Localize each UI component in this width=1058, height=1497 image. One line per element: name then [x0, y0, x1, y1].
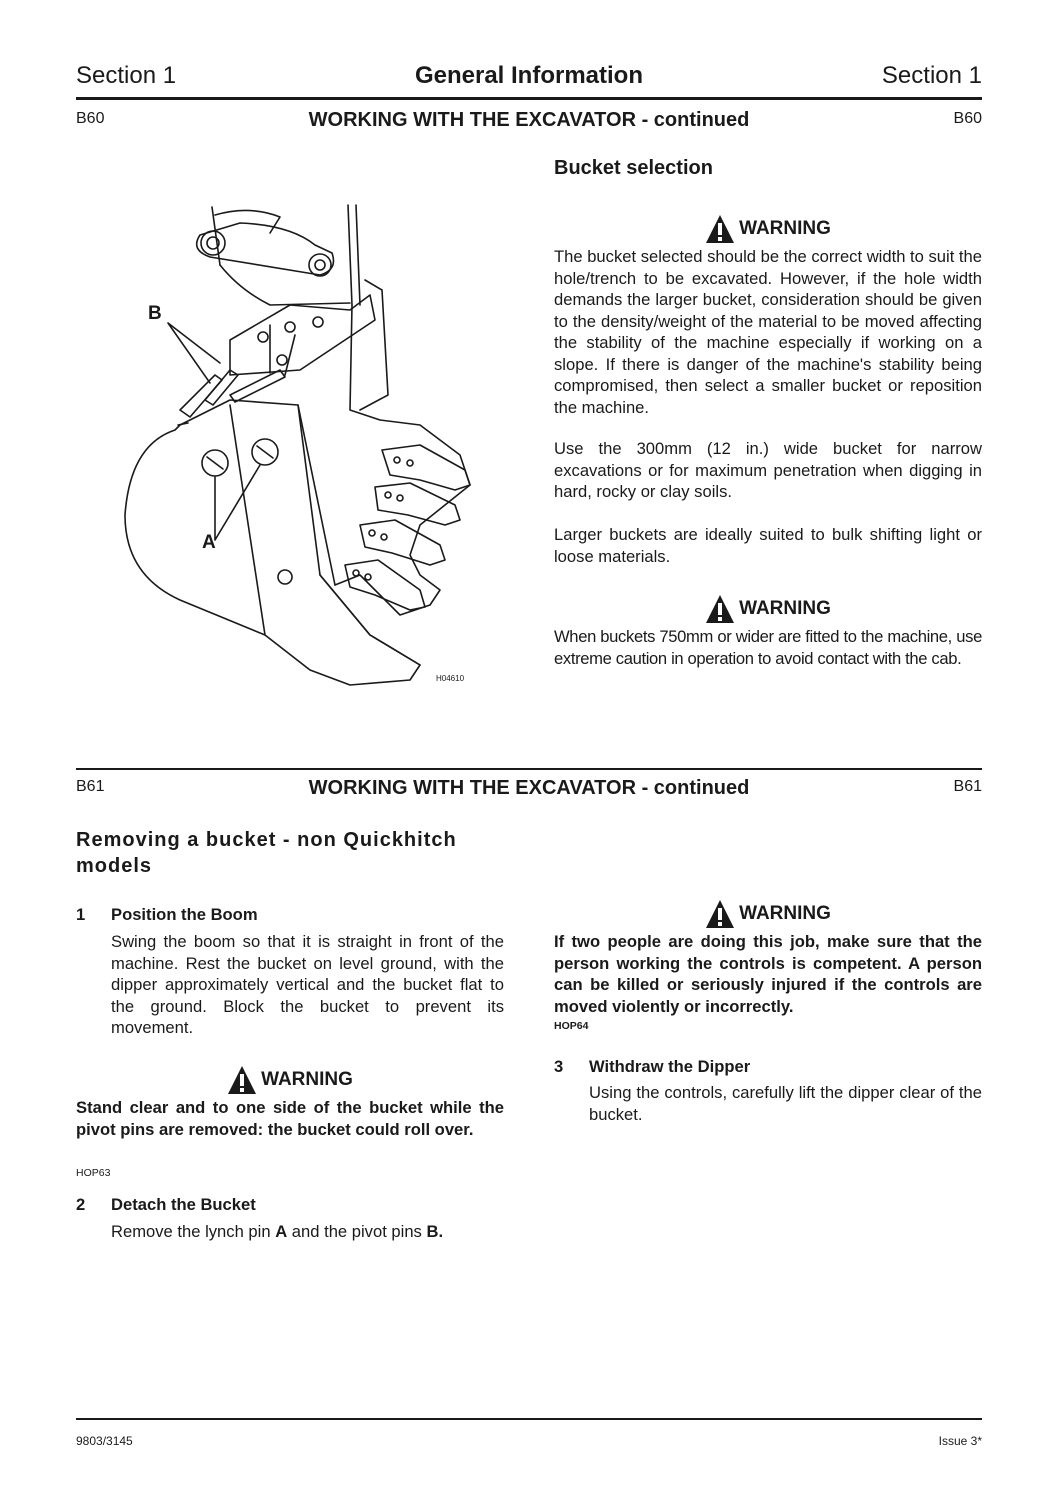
warning-icon — [705, 594, 735, 624]
warning-label: WARNING — [739, 903, 831, 924]
step-number: 1 — [76, 905, 86, 924]
step-title: Position the Boom — [111, 905, 258, 924]
step-text-part: and the pivot pins — [287, 1222, 427, 1241]
figure-label-a: A — [202, 532, 216, 553]
step-number: 3 — [554, 1057, 564, 1076]
step-text-part: Remove the lynch pin — [111, 1222, 276, 1241]
warning-banner — [76, 1065, 504, 1095]
warning-banner — [554, 594, 982, 624]
warning-banner — [554, 899, 982, 929]
section-rule — [76, 768, 982, 770]
warning-icon — [227, 1065, 257, 1095]
narrow-bucket-paragraph: Use the 300mm (12 in.) wide bucket for narrow excavations or for maximum penetration when digging in hard, rocky or clay soils. — [554, 439, 982, 501]
header-section-left: Section 1 — [76, 62, 177, 89]
warning-label: WARNING — [261, 1069, 353, 1090]
step-text: Swing the boom so that it is straight in front of the machine. Rest the bucket on level ground, with the dipper approximately vertical and the bucket flat to the ground. Block the bucket to prevent its movement. — [111, 932, 504, 1037]
removing-bucket-heading: Removing a bucket - non Quickhitch models — [76, 829, 457, 877]
pin-label-a: A — [275, 1222, 288, 1241]
bucket-figure — [120, 195, 480, 695]
warning-text-stability: The bucket selected should be the correct width to suit the hole/trench to be excavated. However, if the hole width demands the larger bucket, consideration should be given to the density/weight of the material to be moved affecting the stability of the machine especially if working on a slope. If there is danger of the machine's stability being compromised, then select a smaller bucket or reposition the machine. — [554, 247, 982, 417]
step-text — [111, 1221, 504, 1243]
warning-icon — [705, 899, 735, 929]
larger-bucket-paragraph: Larger buckets are ideally suited to bulk shifting light or loose materials. — [554, 525, 982, 566]
section-code-right: B60 — [953, 110, 982, 127]
header-title: General Information — [414, 62, 644, 89]
section-title: WORKING WITH THE EXCAVATOR - continued — [308, 109, 750, 131]
header-rule — [76, 97, 982, 100]
section-title: WORKING WITH THE EXCAVATOR - continued — [308, 777, 750, 799]
header-section-right: Section 1 — [881, 62, 982, 89]
bucket-selection-heading: Bucket selection — [554, 157, 713, 179]
section-code-right: B61 — [953, 778, 982, 795]
figure-label-b: B — [148, 303, 162, 324]
warning-ref: HOP63 — [76, 1167, 111, 1179]
warning-label: WARNING — [739, 218, 831, 239]
warning-ref: HOP64 — [554, 1020, 589, 1032]
warning-text-cab: When buckets 750mm or wider are fitted to the machine, use extreme caution in operation to avoid contact with the cab. — [554, 627, 982, 668]
footer-rule — [76, 1418, 982, 1420]
section-code-left: B60 — [76, 110, 105, 127]
section-code-left: B61 — [76, 778, 105, 795]
warning-banner — [554, 214, 982, 244]
pin-label-b: B. — [426, 1222, 444, 1241]
step-title: Withdraw the Dipper — [589, 1057, 751, 1076]
step-text: Using the controls, carefully lift the dipper clear of the bucket. — [589, 1083, 982, 1124]
warning-label: WARNING — [739, 598, 831, 619]
footer-doc-number: 9803/3145 — [76, 1434, 133, 1448]
step-title: Detach the Bucket — [111, 1195, 256, 1214]
warning-icon — [705, 214, 735, 244]
step-number: 2 — [76, 1195, 86, 1214]
warning-text-controls: If two people are doing this job, make sure that the person working the controls is competent. A person can be killed or seriously injured if the controls are moved violently or incorrectly. — [554, 932, 982, 1016]
figure-ref: H04610 — [436, 674, 465, 683]
warning-text-roll: Stand clear and to one side of the bucket while the pivot pins are removed: the bucket could roll over. — [76, 1098, 504, 1139]
footer-issue: Issue 3* — [938, 1434, 982, 1448]
